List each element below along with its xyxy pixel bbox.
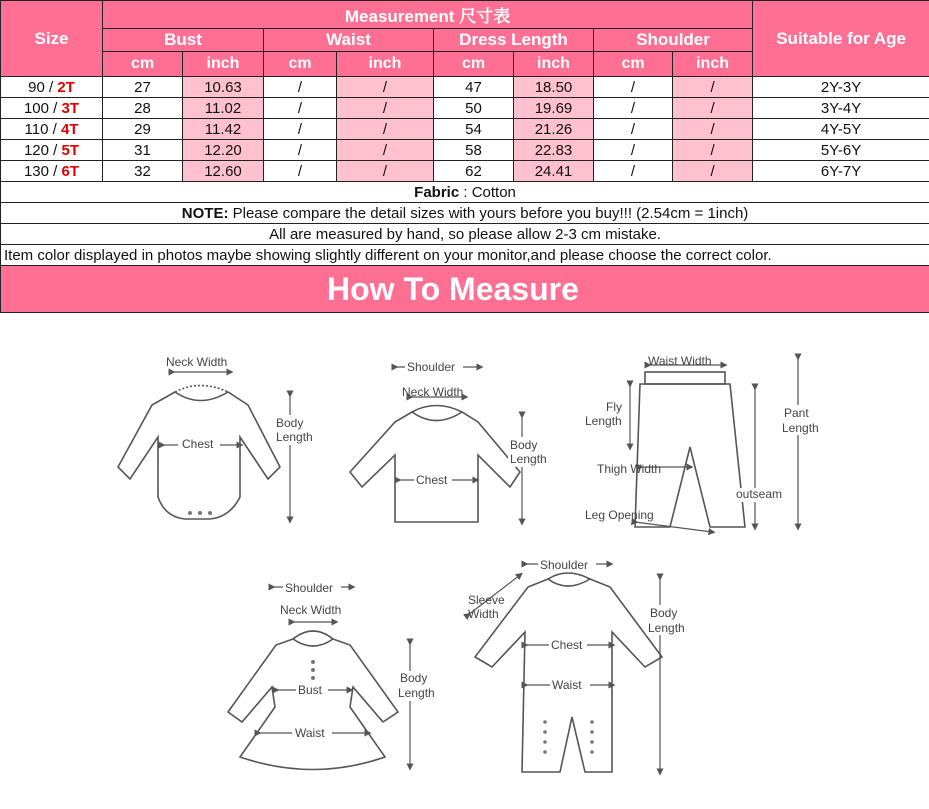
- svg-text:Body: Body: [276, 416, 304, 430]
- measure-cell: 54: [434, 119, 514, 140]
- measure-cell: 11.02: [183, 98, 264, 119]
- measure-cell: 50: [434, 98, 514, 119]
- size-row: [1, 140, 929, 161]
- size-header: Size: [1, 1, 103, 77]
- unit-inch: inch: [673, 52, 753, 77]
- measure-cell: /: [594, 98, 673, 119]
- measure-cell: /: [264, 140, 337, 161]
- svg-text:Fly: Fly: [606, 400, 622, 414]
- svg-text:Width: Width: [468, 607, 499, 621]
- svg-text:outseam: outseam: [736, 487, 783, 501]
- svg-text:Sleeve: Sleeve: [468, 593, 505, 607]
- size-cell: 110 / 4T: [1, 119, 103, 140]
- svg-text:Neck Width: Neck Width: [280, 603, 342, 617]
- size-cell: 90 / 2T: [1, 77, 103, 98]
- how-to-measure-title: How To Measure: [1, 266, 929, 313]
- unit-inch: inch: [514, 52, 594, 77]
- measure-cell: /: [264, 119, 337, 140]
- dress-length-header: Dress Length: [434, 29, 594, 52]
- measure-cell: /: [337, 77, 434, 98]
- measure-cell: 29: [103, 119, 183, 140]
- age-header: Suitable for Age: [753, 1, 929, 77]
- svg-text:Bust: Bust: [298, 683, 323, 697]
- svg-text:Leg Opening: Leg Opening: [585, 508, 654, 522]
- waist-header: Waist: [264, 29, 434, 52]
- measure-cell: 22.83: [514, 140, 594, 161]
- measure-cell: /: [673, 98, 753, 119]
- measure-cell: 12.20: [183, 140, 264, 161]
- measure-cell: /: [673, 140, 753, 161]
- svg-text:Waist: Waist: [295, 726, 325, 740]
- measure-cell: /: [594, 161, 673, 182]
- bust-header: Bust: [103, 29, 264, 52]
- tshirt-diagram: [350, 359, 554, 522]
- age-cell: 2Y-3Y: [753, 77, 929, 98]
- dress-diagram: [228, 579, 442, 770]
- fabric-note: Fabric : Cotton: [1, 182, 929, 203]
- svg-text:Body: Body: [650, 606, 678, 620]
- measurement-header: Measurement 尺寸表: [103, 1, 753, 29]
- svg-text:Shoulder: Shoulder: [407, 360, 456, 374]
- measure-cell: 24.41: [514, 161, 594, 182]
- size-row: [1, 161, 929, 182]
- size-row: [1, 77, 929, 98]
- measure-cell: 18.50: [514, 77, 594, 98]
- measure-cell: /: [673, 119, 753, 140]
- measure-cell: 12.60: [183, 161, 264, 182]
- measure-cell: 21.26: [514, 119, 594, 140]
- measure-cell: /: [594, 140, 673, 161]
- svg-text:Chest: Chest: [182, 437, 214, 451]
- shoulder-header: Shoulder: [594, 29, 753, 52]
- unit-cm: cm: [434, 52, 514, 77]
- measure-cell: /: [337, 98, 434, 119]
- svg-text:Shoulder: Shoulder: [285, 581, 334, 595]
- svg-text:Neck Width: Neck Width: [402, 385, 464, 399]
- bodysuit-diagram: [118, 355, 320, 520]
- svg-text:Length: Length: [648, 621, 685, 635]
- svg-text:Length: Length: [585, 414, 622, 428]
- color-note: Item color displayed in photos maybe showing slightly different on your monitor,and please choose the correct color.: [1, 245, 929, 266]
- svg-text:Pant: Pant: [784, 406, 809, 420]
- warning-note: NOTE: Please compare the detail sizes with yours before you buy!!! (2.54cm = 1inch): [1, 203, 929, 224]
- unit-cm: cm: [103, 52, 183, 77]
- measure-cell: /: [673, 77, 753, 98]
- size-row: [1, 119, 929, 140]
- romper-diagram: [468, 557, 692, 772]
- svg-text:Waist: Waist: [552, 678, 582, 692]
- pants-diagram: [585, 354, 826, 532]
- age-cell: 6Y-7Y: [753, 161, 929, 182]
- size-chart-table: [0, 0, 929, 313]
- age-cell: 4Y-5Y: [753, 119, 929, 140]
- measure-cell: /: [337, 119, 434, 140]
- measure-cell: 10.63: [183, 77, 264, 98]
- size-cell: 100 / 3T: [1, 98, 103, 119]
- measure-cell: 58: [434, 140, 514, 161]
- measure-cell: /: [264, 161, 337, 182]
- svg-text:Chest: Chest: [551, 638, 583, 652]
- how-to-measure-diagram: [0, 317, 929, 809]
- svg-text:Chest: Chest: [416, 473, 448, 487]
- measure-cell: /: [594, 77, 673, 98]
- svg-text:Length: Length: [782, 421, 819, 435]
- svg-text:Length: Length: [398, 686, 435, 700]
- svg-text:Neck Width: Neck Width: [166, 355, 228, 369]
- measure-cell: 31: [103, 140, 183, 161]
- measure-cell: 47: [434, 77, 514, 98]
- measure-cell: /: [264, 77, 337, 98]
- measure-cell: 32: [103, 161, 183, 182]
- age-cell: 3Y-4Y: [753, 98, 929, 119]
- size-cell: 120 / 5T: [1, 140, 103, 161]
- svg-text:Body: Body: [510, 438, 538, 452]
- age-cell: 5Y-6Y: [753, 140, 929, 161]
- measure-cell: 28: [103, 98, 183, 119]
- unit-inch: inch: [337, 52, 434, 77]
- size-row: [1, 98, 929, 119]
- measure-cell: /: [337, 161, 434, 182]
- measure-cell: /: [673, 161, 753, 182]
- svg-text:Length: Length: [276, 430, 313, 444]
- svg-text:Waist Width: Waist Width: [648, 354, 712, 368]
- unit-cm: cm: [594, 52, 673, 77]
- size-cell: 130 / 6T: [1, 161, 103, 182]
- measure-cell: 19.69: [514, 98, 594, 119]
- unit-cm: cm: [264, 52, 337, 77]
- svg-text:Body: Body: [400, 671, 428, 685]
- hand-measure-note: All are measured by hand, so please allow 2-3 cm mistake.: [1, 224, 929, 245]
- unit-inch: inch: [183, 52, 264, 77]
- measure-cell: /: [337, 140, 434, 161]
- svg-text:Length: Length: [510, 452, 547, 466]
- measure-cell: /: [594, 119, 673, 140]
- measure-cell: 27: [103, 77, 183, 98]
- svg-text:Thigh Width: Thigh Width: [597, 462, 662, 476]
- svg-text:Shoulder: Shoulder: [540, 558, 589, 572]
- measure-cell: 11.42: [183, 119, 264, 140]
- measure-cell: /: [264, 98, 337, 119]
- measure-cell: 62: [434, 161, 514, 182]
